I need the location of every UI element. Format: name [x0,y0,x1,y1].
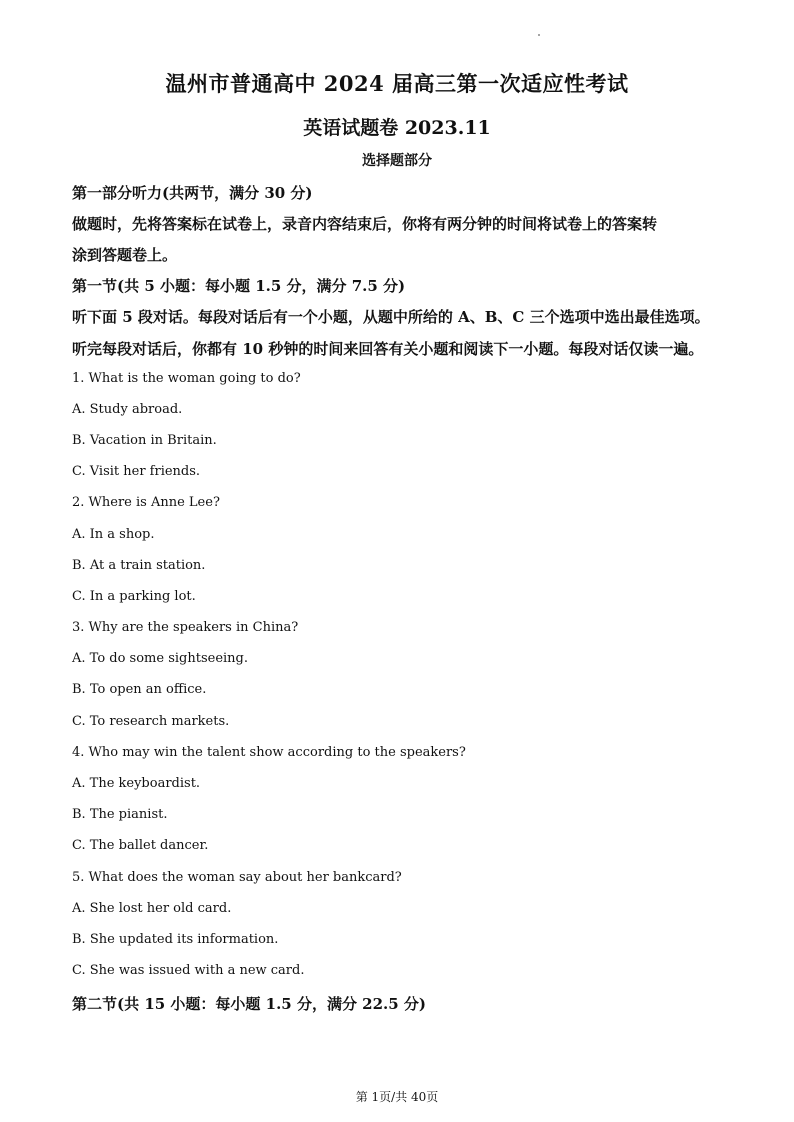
question-3-option-b: B. To open an office. [72,682,207,697]
section1-directions-line1: 听下面 5 段对话。每段对话后有一个小题，从题中所给的 A、B、C 三个选项中选出最佳选项。 [72,308,710,326]
question-4-option-b: B. The pianist. [72,807,168,822]
section2-heading: 第二节(共 15 小题：每小题 1.5 分，满分 22.5 分) [72,995,427,1013]
question-stem-5: 5. What does the woman say about her bankcard? [72,870,402,885]
question-1-option-b: B. Vacation in Britain. [72,433,217,448]
question-stem-4: 4. Who may win the talent show according to the speakers? [72,745,466,760]
question-2-option-b: B. At a train station. [72,558,206,573]
question-3-option-c: C. To research markets. [72,714,230,729]
question-4-option-a: A. The keyboardist. [72,776,201,791]
question-stem-2: 2. Where is Anne Lee? [72,495,220,510]
question-stem-1: 1. What is the woman going to do? [72,371,301,386]
question-1-option-a: A. Study abroad. [72,402,183,417]
page-number: 第 1页/共 40页 [355,1090,439,1104]
question-2-option-a: A. In a shop. [72,527,155,542]
exam-title: 温州市普通高中 2024 届高三第一次适应性考试 [165,71,629,96]
question-1-option-c: C. Visit her friends. [72,464,201,479]
question-5-option-b: B. She updated its information. [72,932,279,947]
question-4-option-c: C. The ballet dancer. [72,838,209,853]
section-title: 选择题部分 [362,153,432,169]
question-stem-3: 3. Why are the speakers in China? [72,620,299,635]
question-5-option-a: A. She lost her old card. [72,901,232,916]
section1-directions-line2: 听完每段对话后，你都有 10 秒钟的时间来回答有关小题和阅读下一小题。每段对话仅读一遍。 [72,340,704,358]
section1-heading: 第一节(共 5 小题：每小题 1.5 分，满分 7.5 分) [72,277,406,295]
question-2-option-c: C. In a parking lot. [72,589,196,604]
part1-instructions-line2: 涂到答题卷上。 [72,246,178,264]
exam-subtitle: 英语试题卷 2023.11 [303,117,491,139]
part1-heading: 第一部分听力(共两节，满分 30 分) [72,184,313,202]
question-3-option-a: A. To do some sightseeing. [72,651,248,666]
part1-instructions-line1: 做题时，先将答案标在试卷上，录音内容结束后，你将有两分钟的时间将试卷上的答案转 [72,215,658,233]
scan-speck [538,34,540,36]
question-5-option-c: C. She was issued with a new card. [72,963,305,978]
